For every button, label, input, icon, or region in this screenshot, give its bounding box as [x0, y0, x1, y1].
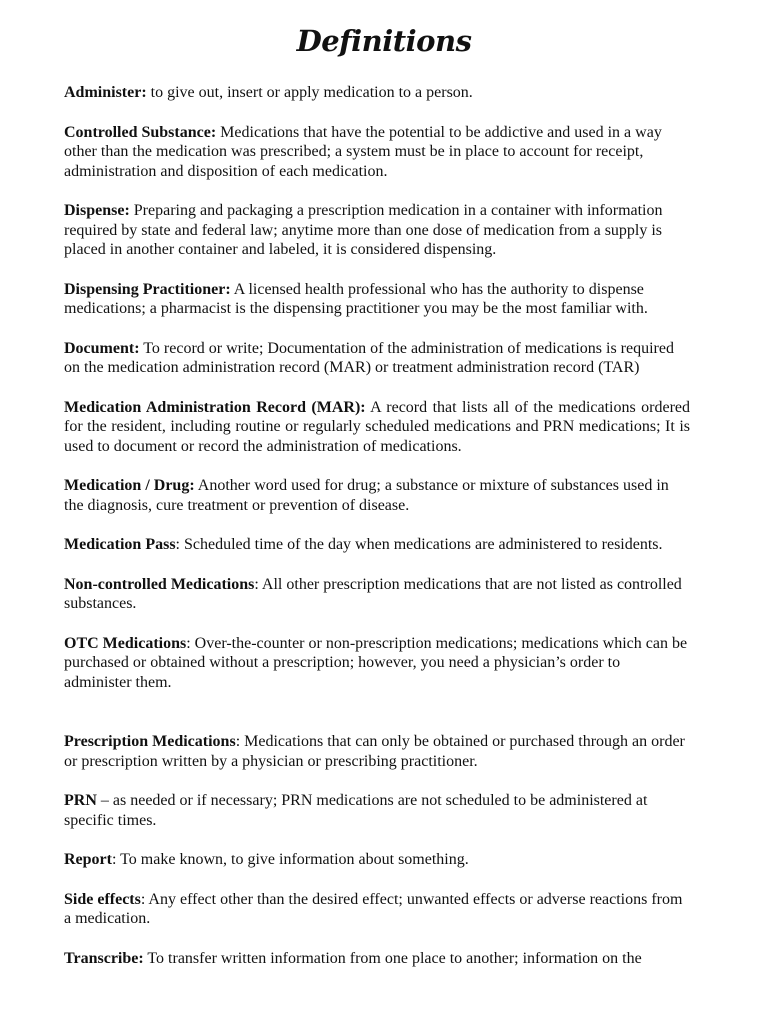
definition-term: Report	[64, 851, 112, 868]
definition-medication-drug	[64, 476, 690, 515]
definition-text: To record or write; Documentation of the administration of medications is required on the medication administration record (MAR) or treatment administration record (TAR)	[64, 339, 674, 376]
definition-text: – as needed or if necessary; PRN medications are not scheduled to be administered at specific times.	[64, 792, 648, 829]
definition-text: Preparing and packaging a prescription medication in a container with information required by state and federal law; anytime more than one dose of medication from a supply is placed in another container and labeled, it is considered dispensing.	[64, 202, 663, 258]
definition-prescription-medications	[64, 732, 690, 771]
definition-text: : To make known, to give information about something.	[111, 851, 469, 868]
definition-prn	[64, 791, 690, 830]
definition-text: Medications that have the potential to be addictive and used in a way other than the medication was prescribed; a system must be in place to account for receipt, administration and disposition of each medication.	[64, 123, 662, 180]
definition-term: OTC Medications	[64, 634, 187, 652]
definition-text: to give out, insert or apply medication to a person.	[146, 84, 473, 101]
definition-term: Medication Administration Record (MAR):	[64, 398, 366, 416]
definition-text: : Over-the-counter or non-prescription medications; medications which can be purchased or obtained without a prescription; however, you need a physician’s order to administer them.	[64, 634, 688, 691]
definition-mar	[64, 398, 690, 457]
definition-term: Controlled Substance:	[64, 123, 217, 141]
definition-text: : Medications that can only be obtained or purchased through an order or prescription written by a physician or prescribing practitioner.	[64, 733, 685, 770]
definition-term: PRN	[64, 792, 97, 809]
definition-dispensing-practitioner	[64, 280, 690, 319]
definition-text: : All other prescription medications that are not listed as controlled substances.	[64, 575, 682, 612]
definition-term: Transcribe:	[64, 949, 144, 967]
definition-text: To transfer written information from one place to another; information on the	[143, 949, 642, 967]
definition-medication-pass	[64, 535, 690, 555]
definition-term: Medication Pass	[64, 536, 176, 553]
definition-administer	[64, 83, 690, 103]
definition-text: Another word used for drug; a substance or mixture of substances used in the diagnosis, cure treatment or prevention of disease.	[64, 477, 669, 514]
definition-term: Prescription Medications	[64, 733, 236, 750]
definition-term: Dispense:	[64, 202, 130, 219]
definitions-list	[64, 83, 690, 988]
definition-term: Dispensing Practitioner:	[64, 280, 231, 298]
definition-side-effects	[64, 890, 690, 929]
definition-report	[64, 850, 690, 870]
definition-text: : Scheduled time of the day when medications are administered to residents.	[175, 536, 663, 553]
definition-text: A record that lists all of the medications ordered for the resident, including routine or regularly scheduled medications and PRN medications; It is used to document or record the administration of medications.	[64, 398, 691, 455]
definition-term: Medication / Drug:	[64, 477, 195, 494]
definition-dispense	[64, 201, 690, 260]
definition-non-controlled-medications	[64, 575, 690, 614]
definition-otc-medications	[64, 634, 690, 693]
definition-term: Non-controlled Medications	[64, 575, 255, 593]
definition-transcribe	[64, 949, 690, 969]
definition-term: Administer:	[64, 84, 147, 101]
definition-controlled-substance	[64, 123, 690, 182]
page-title: Definitions	[296, 24, 472, 58]
definition-term: Document:	[64, 339, 140, 357]
definition-document	[64, 339, 690, 378]
definition-text: A licensed health professional who has the authority to dispense medications; a pharmacist is the dispensing practitioner you may be the most familiar with.	[64, 280, 648, 317]
definition-term: Side effects	[64, 890, 141, 908]
definition-text: : Any effect other than the desired effect; unwanted effects or adverse reactions from a medication.	[64, 890, 683, 927]
